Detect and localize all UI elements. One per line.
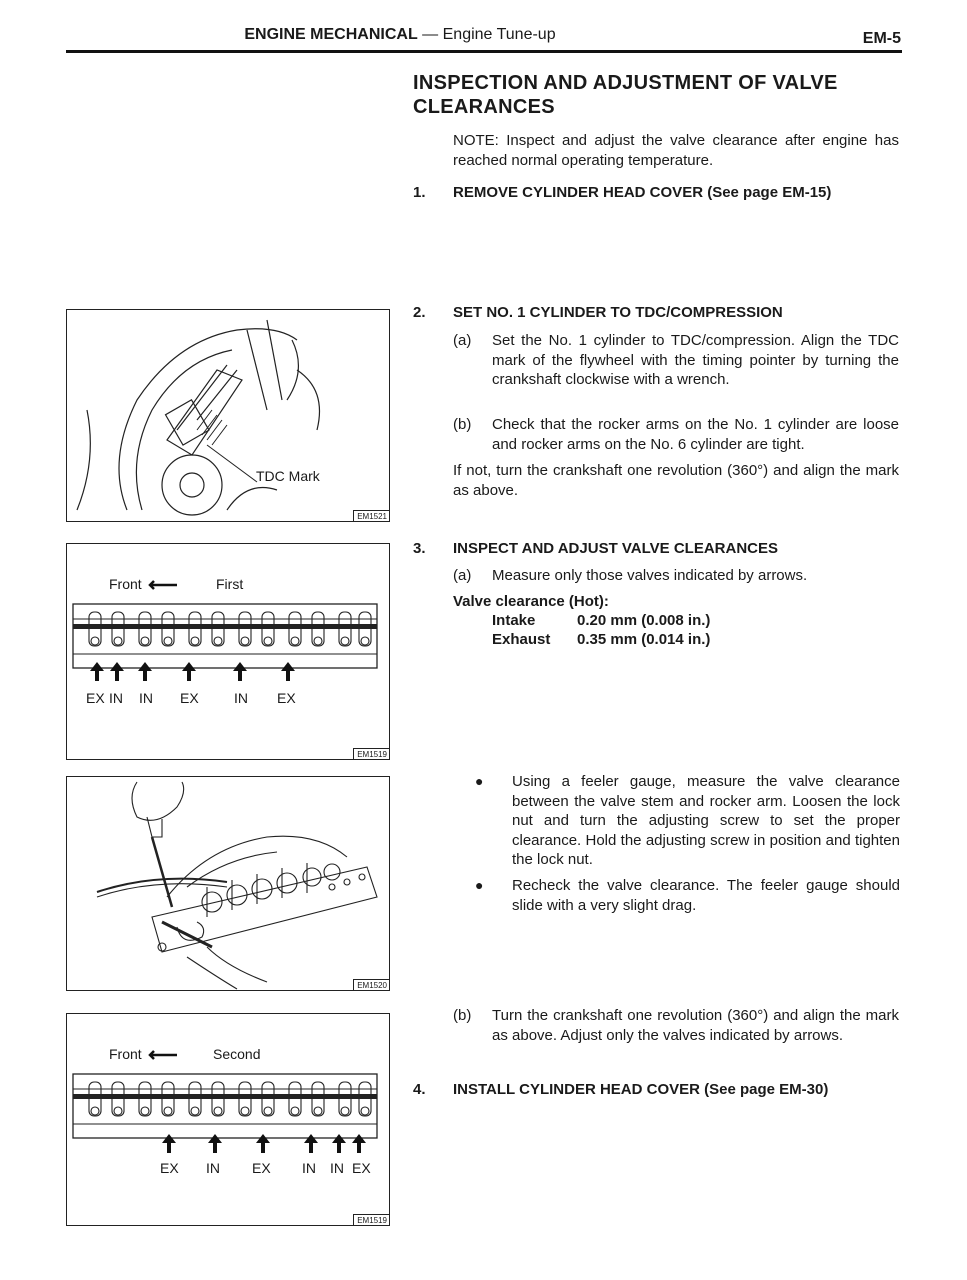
step-2-followup: If not, turn the crankshaft one revolution (360°) and align the mark as above. bbox=[453, 462, 899, 499]
step-1-title: REMOVE CYLINDER HEAD COVER (See page EM-15) bbox=[453, 184, 832, 201]
step-4-number: 4. bbox=[413, 1081, 426, 1098]
valve-label: IN bbox=[330, 1160, 344, 1176]
valve-label: IN bbox=[302, 1160, 316, 1176]
step-2-title: SET NO. 1 CYLINDER TO TDC/COMPRESSION bbox=[453, 304, 783, 321]
tdc-illustration bbox=[67, 310, 389, 521]
step-3-title: INSPECT AND ADJUST VALVE CLEARANCES bbox=[453, 540, 779, 557]
running-header bbox=[0, 26, 800, 44]
step-2b-label: (b) bbox=[453, 416, 472, 433]
bullet-icon: ● bbox=[475, 773, 484, 789]
figure-feeler-gauge bbox=[66, 776, 390, 991]
front-label: Front bbox=[109, 576, 142, 592]
spec-title: Valve clearance (Hot): bbox=[453, 593, 609, 610]
header-section: ENGINE MECHANICAL bbox=[244, 26, 418, 43]
step-3b-label: (b) bbox=[453, 1007, 472, 1024]
step-2a-label: (a) bbox=[453, 332, 472, 349]
figure-code: EM1519 bbox=[353, 1214, 389, 1225]
spec-intake-value: 0.20 mm (0.008 in.) bbox=[577, 612, 711, 629]
figure-code: EM1521 bbox=[353, 510, 389, 521]
figure-valves-first bbox=[66, 543, 390, 760]
valve-label: EX bbox=[252, 1160, 271, 1176]
tdc-leader-line bbox=[207, 445, 257, 482]
valve-arrow-icons bbox=[90, 662, 295, 681]
step-1-number: 1. bbox=[413, 184, 426, 201]
step-2-number: 2. bbox=[413, 304, 426, 321]
front-arrow-icon bbox=[150, 1051, 177, 1059]
valve-label: EX bbox=[180, 690, 199, 706]
valve-label: IN bbox=[139, 690, 153, 706]
figure-code: EM1519 bbox=[353, 748, 389, 759]
step-3a-text: Measure only those valves indicated by arrows. bbox=[492, 567, 808, 584]
valve-arrow-icons bbox=[162, 1134, 366, 1153]
valve-label: IN bbox=[109, 690, 123, 706]
page-number: EM-5 bbox=[862, 30, 901, 47]
spec-intake-label: Intake bbox=[492, 612, 536, 629]
valve-label: IN bbox=[206, 1160, 220, 1176]
figure-valves-second bbox=[66, 1013, 390, 1226]
valve-label: IN bbox=[234, 690, 248, 706]
header-subsection: Engine Tune-up bbox=[442, 26, 556, 43]
front-arrow-icon bbox=[150, 581, 177, 589]
step-4-title: INSTALL CYLINDER HEAD COVER (See page EM-30) bbox=[453, 1081, 829, 1098]
bullet-icon: ● bbox=[475, 877, 484, 893]
step-2b-text: Check that the rocker arms on the No. 1 cylinder are loose and rocker arms on the No. 6 cylinder are tight. bbox=[492, 416, 899, 453]
note-text: NOTE: Inspect and adjust the valve clearance after engine has reached normal operating temperature. bbox=[453, 132, 899, 169]
step-3-number: 3. bbox=[413, 540, 426, 557]
header-rule bbox=[66, 50, 902, 53]
front-label: Front bbox=[109, 1046, 142, 1062]
figure-tdc-mark bbox=[66, 309, 390, 522]
header-separator: — bbox=[422, 26, 439, 43]
page-title: INSPECTION AND ADJUSTMENT OF VALVE CLEARANCES bbox=[413, 72, 838, 118]
bullet-1-text: Using a feeler gauge, measure the valve clearance between the valve stem and rocker arm. Loosen the lock nut and turn the adjusting screw to set the proper clearance. Hold the adjusting screw in position and tighten the lock nut. bbox=[512, 773, 900, 868]
feeler-gauge-illustration bbox=[67, 777, 389, 990]
step-2a-text: Set the No. 1 cylinder to TDC/compression. Align the TDC mark of the flywheel with the timing pointer by turning the crankshaft clockwise with a wrench. bbox=[492, 332, 899, 388]
tdc-mark-label: TDC Mark bbox=[256, 468, 320, 484]
valve-label: EX bbox=[277, 690, 296, 706]
spec-exhaust-label: Exhaust bbox=[492, 631, 551, 648]
bullet-2-text: Recheck the valve clearance. The feeler gauge should slide with a very slight drag. bbox=[512, 877, 900, 914]
valve-label: EX bbox=[160, 1160, 179, 1176]
step-3b-text: Turn the crankshaft one revolution (360°) and align the mark as above. Adjust only the valves indicated by arrows. bbox=[492, 1007, 899, 1044]
valve-label: EX bbox=[86, 690, 105, 706]
spec-exhaust-value: 0.35 mm (0.014 in.) bbox=[577, 631, 711, 648]
step-3a-label: (a) bbox=[453, 567, 472, 584]
figure-code: EM1520 bbox=[353, 979, 389, 990]
position-label: Second bbox=[213, 1046, 261, 1062]
valve-label: EX bbox=[352, 1160, 371, 1176]
position-label: First bbox=[216, 576, 244, 592]
